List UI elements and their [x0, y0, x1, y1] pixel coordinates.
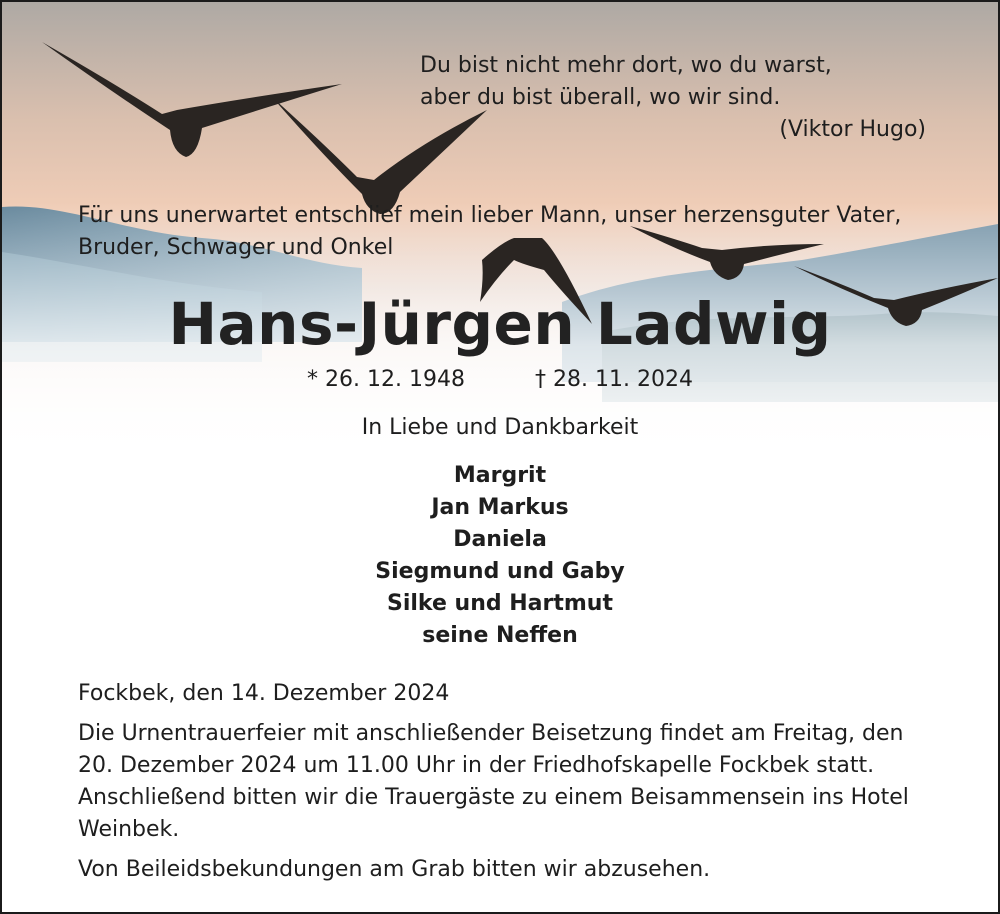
mourner-name: Daniela	[453, 527, 547, 552]
quote-block	[420, 50, 926, 146]
life-dates	[2, 364, 998, 396]
quote-line: aber du bist überall, wo wir sind.	[420, 85, 781, 110]
mourner-name: Margrit	[453, 463, 547, 488]
intro-line: Bruder, Schwager und Onkel	[78, 235, 394, 260]
mourner-name: Siegmund und Gaby	[375, 559, 625, 584]
ceremony-info	[78, 718, 938, 846]
birth-date: * 26. 12. 1948	[307, 367, 465, 392]
mourners-list	[2, 460, 998, 652]
intro-text	[78, 200, 938, 264]
ceremony-line: Anschließend bitten wir die Trauergäste zu einem Beisammensein ins Hotel	[78, 785, 909, 810]
mourner-name: Silke und Hartmut	[386, 591, 613, 616]
mourner-name: Jan Markus	[431, 495, 569, 520]
ceremony-line: Weinbek.	[78, 817, 180, 842]
deceased-name: Hans-Jürgen Ladwig	[168, 290, 832, 358]
place-date: Fockbek, den 14. Dezember 2024	[78, 681, 450, 706]
ceremony-line: 20. Dezember 2024 um 11.00 Uhr in der Friedhofskapelle Fockbek statt.	[78, 753, 875, 778]
quote-line: Du bist nicht mehr dort, wo du warst,	[420, 53, 832, 78]
intro-line: Für uns unerwartet entschlief mein lieber Mann, unser herzensguter Vater,	[78, 203, 902, 228]
condolence-note: Von Beileidsbekundungen am Grab bitten wir abzusehen.	[78, 857, 711, 882]
quote-author: (Viktor Hugo)	[779, 117, 926, 142]
love-line: In Liebe und Dankbarkeit	[361, 415, 639, 440]
death-date: † 28. 11. 2024	[535, 367, 693, 392]
mourner-name: seine Neffen	[422, 623, 578, 648]
ceremony-line: Die Urnentrauerfeier mit anschließender Beisetzung findet am Freitag, den	[78, 721, 904, 746]
